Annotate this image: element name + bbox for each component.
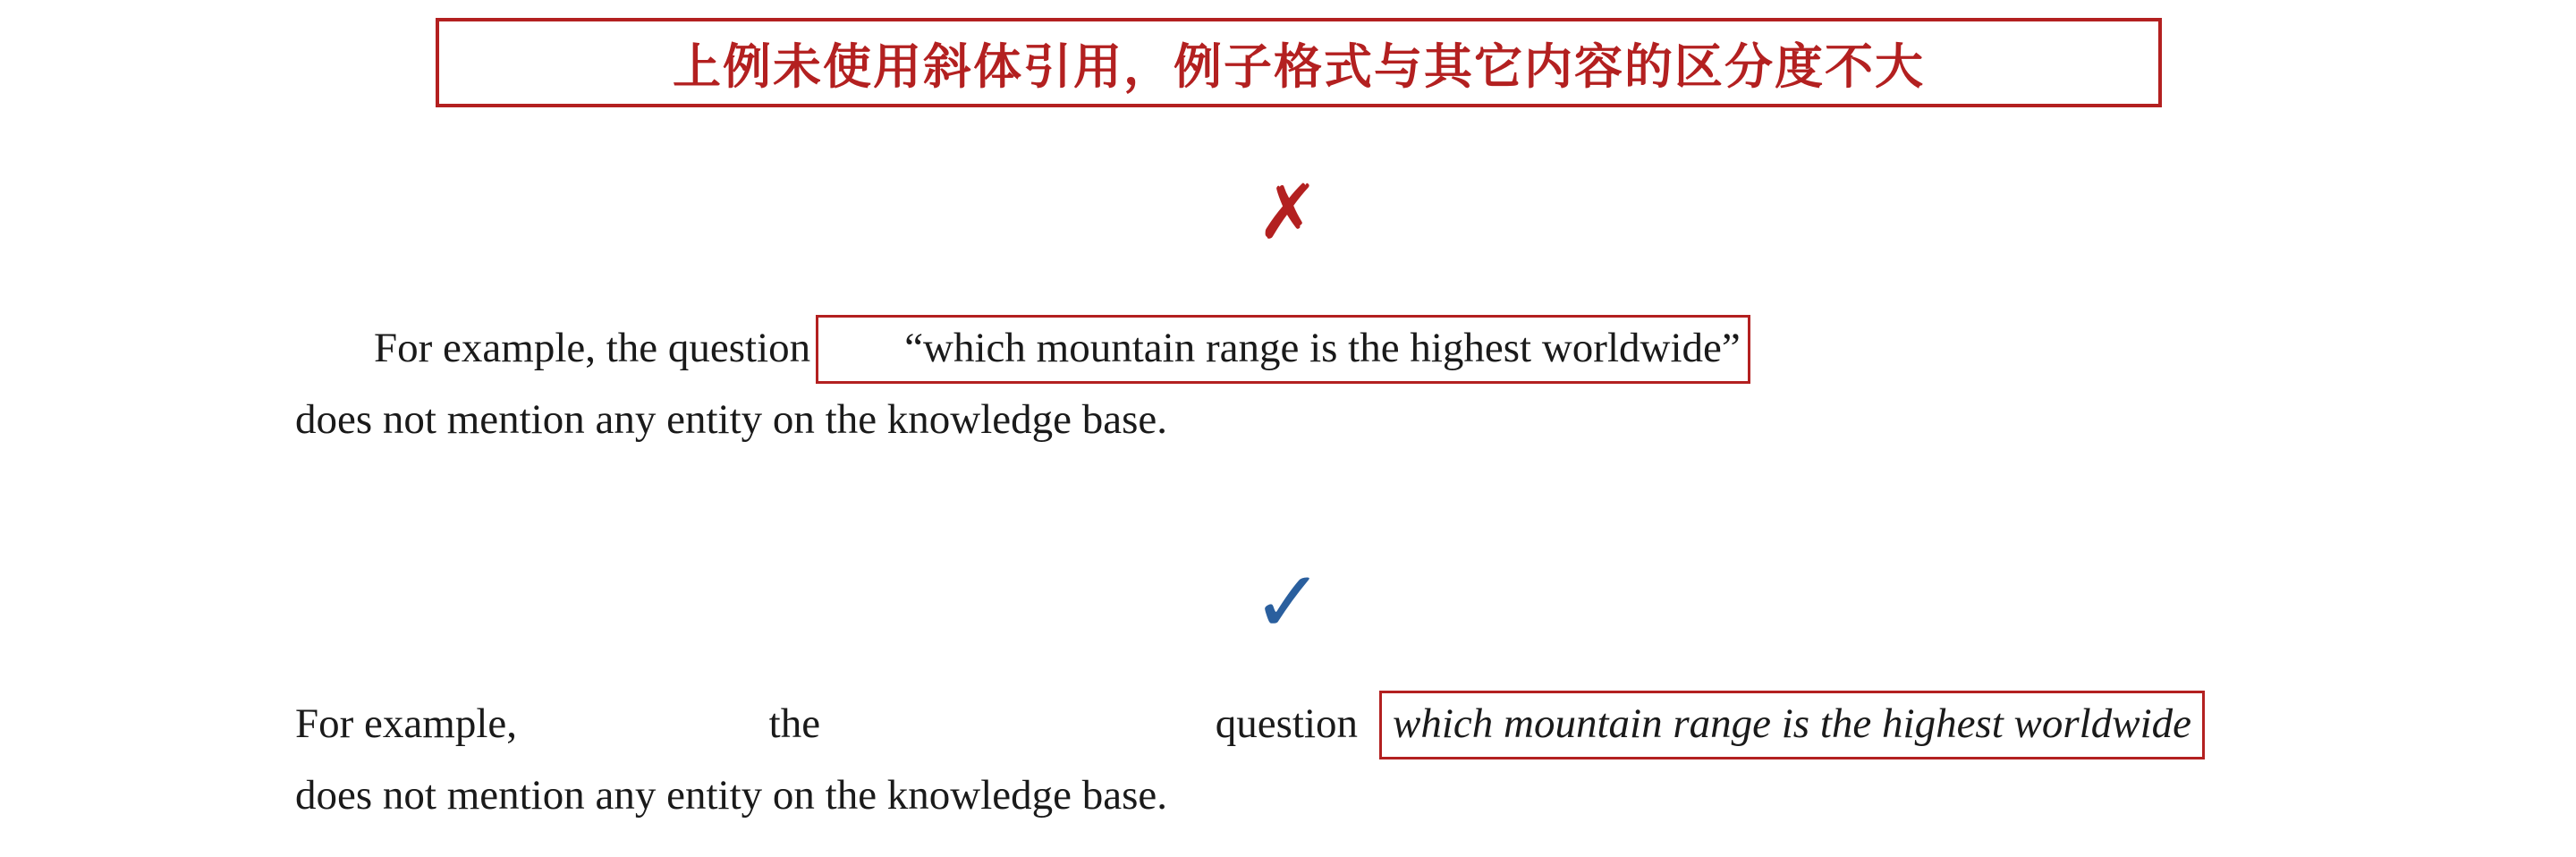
example-bad-lead-text: For example, the question: [374, 325, 811, 371]
example-block-good: [295, 691, 2308, 825]
annotation-banner: [436, 18, 2162, 107]
example-bad-line-1: [295, 315, 2308, 384]
example-bad-line-2: does not mention any entity on the knowledge base.: [295, 395, 1168, 443]
example-good-lead-text: For example,: [295, 700, 517, 747]
example-good-word-question: question: [1215, 700, 1359, 747]
example-good-lead-group: [295, 695, 1370, 753]
annotation-banner-text: 上例未使用斜体引用，例子格式与其它内容的区分度不大: [673, 37, 1925, 95]
example-block-bad: [295, 315, 2308, 449]
example-good-word-the: the: [768, 700, 821, 747]
example-good-line-2: does not mention any entity on the knowledge base.: [295, 771, 1168, 819]
example-good-line-1: [295, 691, 2205, 759]
cross-icon: ✗: [1256, 168, 1320, 256]
check-icon: ✓: [1251, 552, 1325, 652]
example-good-highlight-box: which mountain range is the highest worldwide: [1379, 691, 2205, 759]
example-bad-highlight-box: “which mountain range is the highest worldwide”: [816, 315, 1750, 384]
